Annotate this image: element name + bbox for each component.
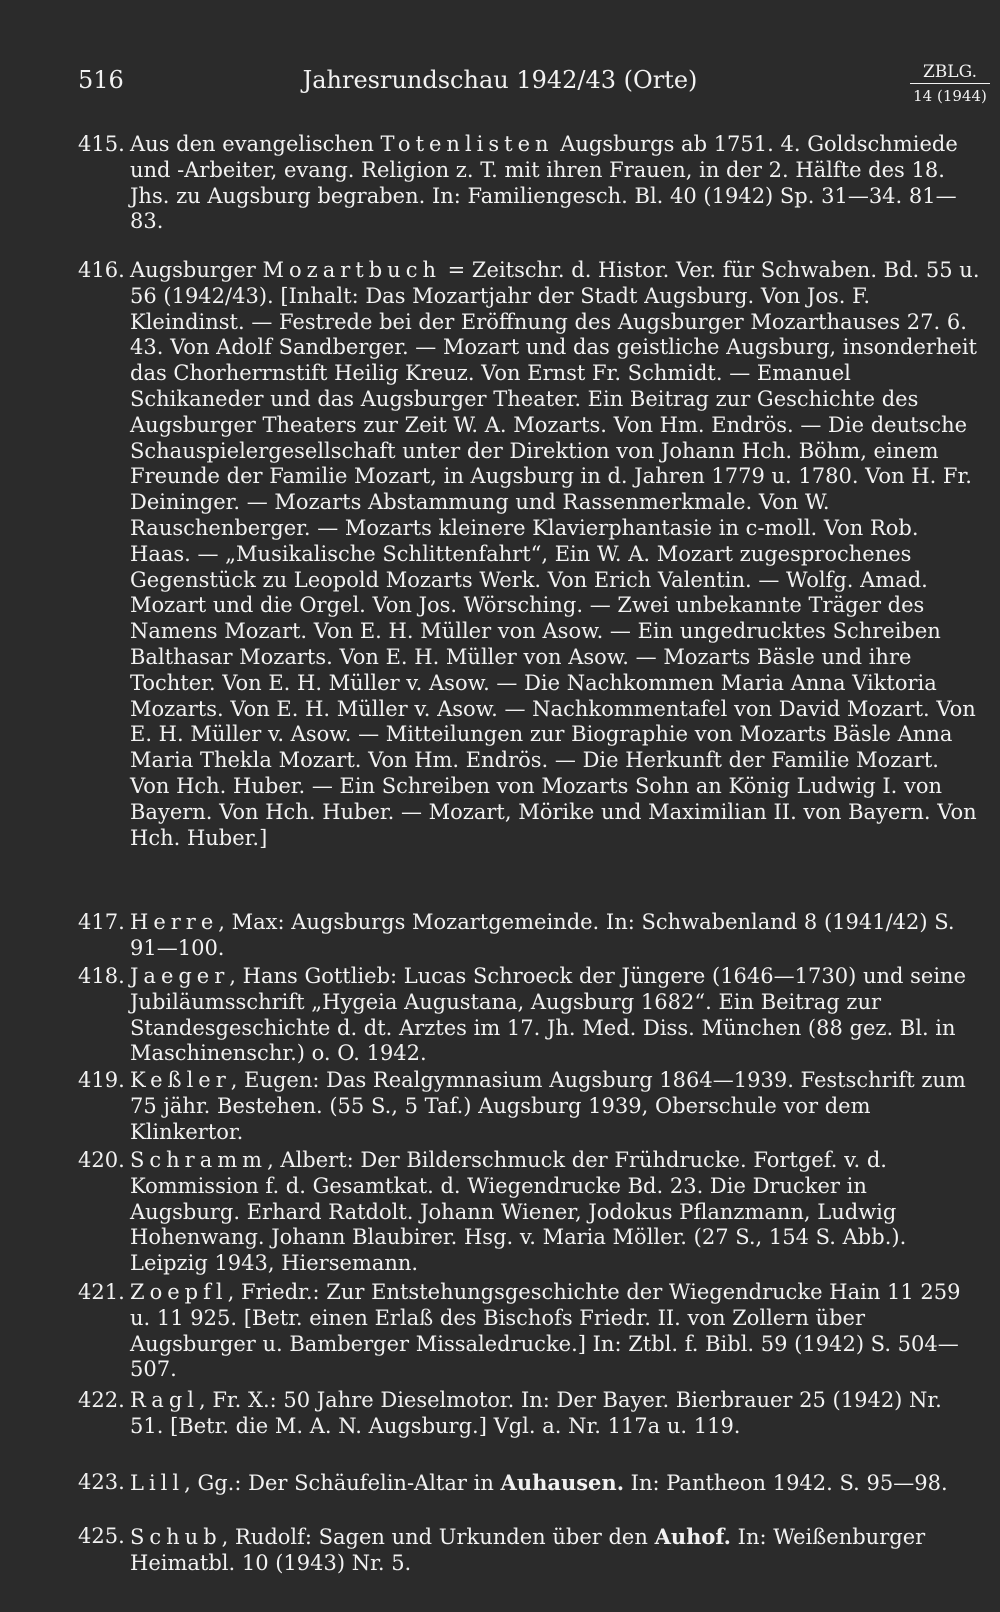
entry-number: 417. [78, 910, 125, 934]
bibliography-entry [0, 910, 1000, 964]
entry-text-pre: Aus den evangelischen [130, 132, 381, 156]
entry-author: Schub [130, 1525, 222, 1549]
entry-number: 420. [78, 1148, 125, 1172]
page-title: Jahresrundschau 1942/43 (Orte) [302, 66, 698, 94]
bibliography-entry [0, 258, 1000, 910]
entry-number: 418. [78, 964, 125, 988]
entry-number: 421. [78, 1280, 125, 1304]
bibliography-entry [0, 1470, 1000, 1524]
entry-number: 422. [78, 1388, 125, 1412]
bibliography-entry [0, 1068, 1000, 1148]
bibliography-entry [0, 1388, 1000, 1470]
journal-abbreviation: ZBLG. [910, 62, 990, 84]
entry-text: , Max: Augsburgs Mozartgemeinde. In: Schwabenland 8 (1941/42) S. 91—100. [130, 910, 955, 960]
entry-text: , Gg.: Der Schäufelin-Altar in [184, 1471, 501, 1495]
running-header [0, 62, 1000, 108]
entry-text-post: In: Pantheon 1942. S. 95—98. [624, 1471, 948, 1495]
entry-text: , Eugen: Das Realgymnasium Augsburg 1864—1939. Festschrift zum 75 jähr. Bestehen. (55 S., 5 Taf.) Augsburg 1939, Oberschule vor dem Klinkertor. [130, 1068, 966, 1144]
entry-text-post: In: Weißenburger Heimatbl. 10 (1943) Nr. 5. [130, 1525, 926, 1575]
bibliography-list [0, 132, 1000, 1578]
entry-author: Keßler [130, 1068, 231, 1092]
entry-number: 419. [78, 1068, 125, 1092]
entry-keyword: Totenlisten [380, 132, 554, 156]
entry-number: 416. [78, 258, 125, 282]
entry-text: , Rudolf: Sagen und Urkunden über den [221, 1525, 655, 1549]
bibliography-entry [0, 1148, 1000, 1280]
journal-reference [910, 62, 990, 105]
entry-author: Ragl [130, 1388, 199, 1412]
entry-text: , Friedr.: Zur Entstehungsgeschichte der Wiegendrucke Hain 11 259 u. 11 925. [Betr. einen Erlaß des Bischofs Friedr. II. von Zollern über Augsburger u. Bamberger Missaledrucke.] In: Ztbl. f. Bibl. 59 (1942) S. 504—507. [130, 1280, 961, 1382]
bibliography-entry [0, 132, 1000, 258]
entry-text: = Zeitschr. d. Histor. Ver. für Schwaben. Bd. 55 u. 56 (1942/43). [Inhalt: Das Mozartjahr der Stadt Augsburg. Von Jos. F. Kleindinst. — Festrede bei der Eröffnung des Augsburger Mozarthauses 27. 6. 43. Von Adolf Sandberger. — Mozart und das geistliche Augsburg, insonderheit das Chorherrnstift Heilig Kreuz. Von Ernst Fr. Schmidt. — Emanuel Schikaneder und das Augsburger Theater. Ein Beitrag zur Geschichte des Augsburger Theaters zur Zeit W. A. Mozarts. Von Hm. Endrös. — Die deutsche Schauspielergesellschaft unter der Direktion von Johann Hch. Böhm, einem Freunde der Familie Mozart, in Augsburg in d. Jahren 1779 u. 1780. Von H. Fr. Deininger. — Mozarts Abstammung und Rassenmerkmale. Von W. Rauschenberger. — Mozarts kleinere Klavierphantasie in c-moll. Von Rob. Haas. — „Musikalische Schlittenfahrt“, Ein W. A. Mozart zugesprochenes Gegenstück zu Leopold Mozarts Werk. Von Erich Valentin. — Wolfg. Amad. Mozart und die Orgel. Von Jos. Wörsching. — Zwei unbekannte Träger des Namens Mozart. Von E. H. Müller von Asow. — Ein ungedrucktes Schreiben Balthasar Mozarts. Von E. H. Müller von Asow. — Mozarts Bäsle und ihre Tochter. Von E. H. Müller v. Asow. — Die Nachkommen Maria Anna Viktoria Mozarts. Von E. H. Müller v. Asow. — Nachkommentafel von David Mozart. Von E. H. Müller v. Asow. — Mitteilungen zur Biographie von Mozarts Bäsle Anna Maria Thekla Mozart. Von Hm. Endrös. — Die Herkunft der Familie Mozart. Von Hch. Huber. — Ein Schreiben von Mozarts Sohn an König Ludwig I. von Bayern. Von Hch. Huber. — Mozart, Mörike und Maximilian II. von Bayern. Von Hch. Huber.] [130, 258, 980, 850]
entry-author: Lill [130, 1471, 185, 1495]
entry-text: , Fr. X.: 50 Jahre Dieselmotor. In: Der Bayer. Bierbrauer 25 (1942) Nr. 51. [Betr. die M. A. N. Augsburg.] Vgl. a. Nr. 117a u. 119. [130, 1388, 942, 1438]
entry-place: Auhof. [654, 1524, 731, 1549]
entry-text: , Albert: Der Bilderschmuck der Frühdrucke. Fortgef. v. d. Kommission f. d. Gesamtkat. d. Wiegendrucke Bd. 23. Die Drucker in Augsburg. Erhard Ratdolt. Johann Wiener, Jodokus Pflanzmann, Ludwig Hohenwang. Johann Blaubirer. Hsg. v. Maria Möller. (27 S., 154 S. Abb.). Leipzig 1943, Hiersemann. [130, 1148, 907, 1276]
entry-text-pre: Augsburger [130, 258, 263, 282]
bibliography-entry [0, 1280, 1000, 1388]
entry-number: 425. [78, 1524, 125, 1548]
entry-author: Zoepfl [130, 1280, 228, 1304]
entry-author: Jaeger [130, 964, 230, 988]
entry-number: 415. [78, 132, 125, 156]
bibliography-entry [0, 1524, 1000, 1578]
entry-author: Herre [130, 910, 219, 934]
entry-text: Augsburgs ab 1751. 4. Goldschmiede und -Arbeiter, evang. Religion z. T. mit ihren Frauen, in der 2. Hälfte des 18. Jhs. zu Augsburg begraben. In: Familiengesch. Bl. 40 (1942) Sp. 31—34. 81—83. [130, 132, 958, 234]
entry-author: Schramm [130, 1148, 268, 1172]
bibliography-entry [0, 964, 1000, 1068]
entry-place: Auhausen. [500, 1470, 624, 1495]
entry-number: 423. [78, 1470, 125, 1494]
journal-volume: 14 (1944) [913, 87, 987, 105]
entry-keyword: Mozartbuch [262, 258, 441, 282]
page-number: 516 [78, 66, 124, 94]
entry-text: , Hans Gottlieb: Lucas Schroeck der Jüngere (1646—1730) und seine Jubiläumsschrift „Hygeia Augustana, Augsburg 1682“. Ein Beitrag zur Standesgeschichte d. dt. Arztes im 17. Jh. Med. Diss. München (88 gez. Bl. in Maschinenschr.) o. O. 1942. [130, 964, 966, 1066]
